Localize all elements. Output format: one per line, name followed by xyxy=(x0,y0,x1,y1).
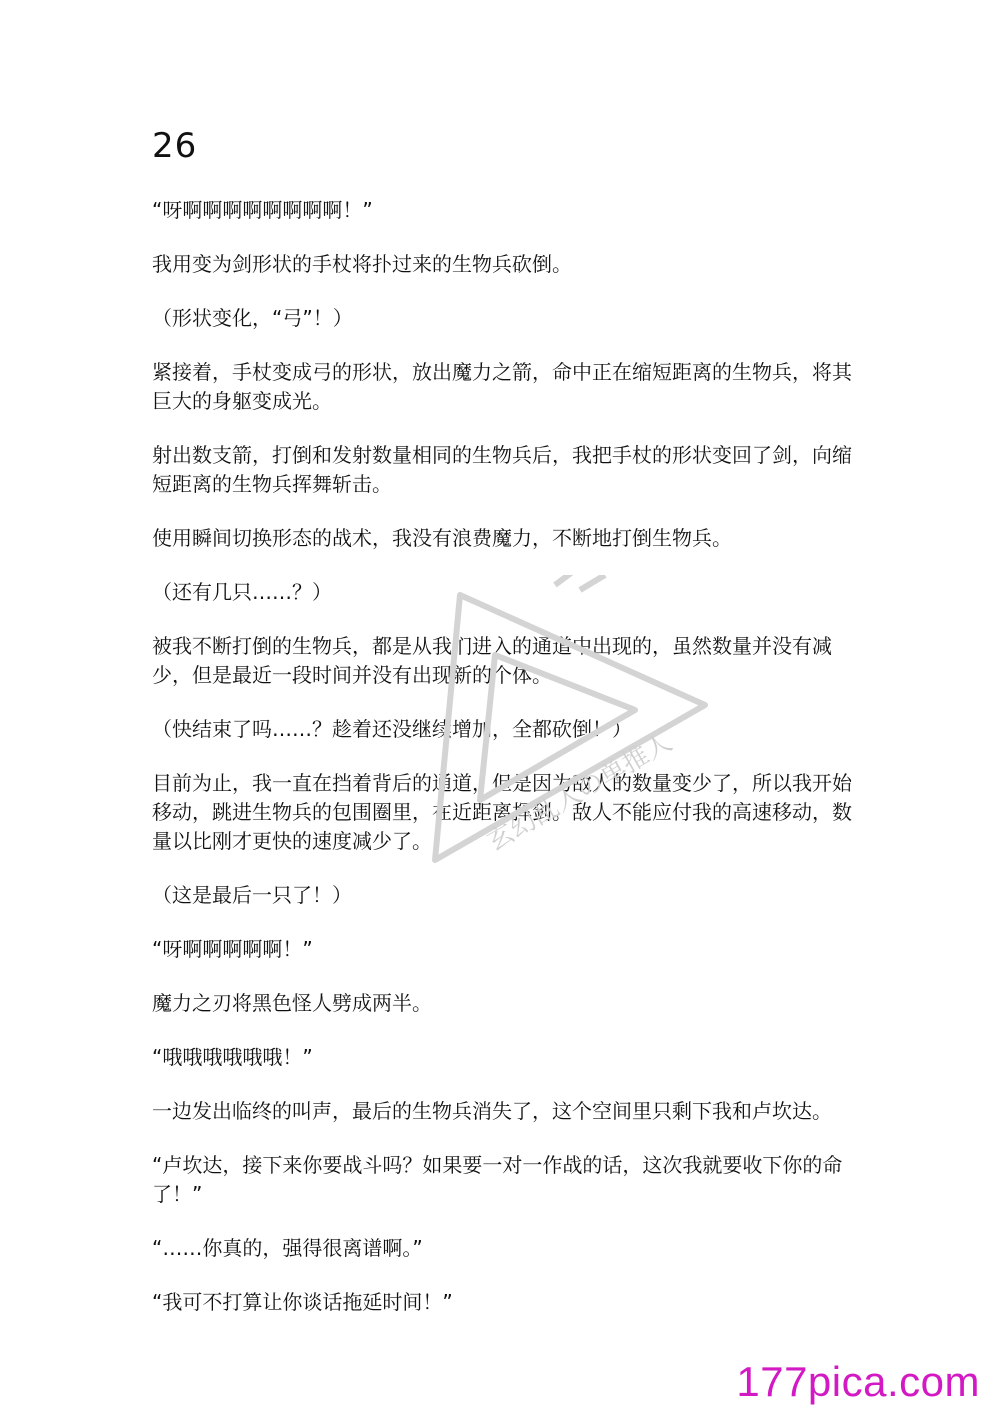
paragraph-11: （这是最后一只了！） xyxy=(152,883,352,907)
paragraph-17: “……你真的，强得很离谱啊。” xyxy=(152,1236,423,1260)
paragraph-14: “哦哦哦哦哦哦！” xyxy=(152,1045,313,1069)
paragraph-4: 紧接着，手杖变成弓的形状，放出魔力之箭，命中正在缩短距离的生物兵，将其巨大的身躯变成光。 xyxy=(152,360,852,413)
paragraph-12: “呀啊啊啊啊啊！” xyxy=(152,937,313,961)
paragraph-8: 被我不断打倒的生物兵，都是从我们进入的通道中出现的，虽然数量并没有减少，但是最近一段时间并没有出现新的个体。 xyxy=(152,634,832,687)
paragraph-18: “我可不打算让你谈话拖延时间！” xyxy=(152,1290,453,1314)
paragraph-2: 我用变为剑形状的手杖将扑过来的生物兵砍倒。 xyxy=(152,252,572,276)
paragraph-15: 一边发出临终的叫声，最后的生物兵消失了，这个空间里只剩下我和卢坎达。 xyxy=(152,1099,832,1123)
page-number: 26 xyxy=(152,126,198,166)
paragraph-6: 使用瞬间切换形态的战术，我没有浪费魔力，不断地打倒生物兵。 xyxy=(152,526,732,550)
site-brand: 177pica.com xyxy=(736,1358,980,1405)
paragraph-9: （快结束了吗……？趁着还没继续增加，全都砍倒！） xyxy=(152,717,632,741)
paragraph-7: （还有几只……？） xyxy=(152,580,332,604)
paragraph-16: “卢坎达，接下来你要战斗吗？如果要一对一作战的话，这次我就要收下你的命了！” xyxy=(152,1153,843,1206)
paragraph-5: 射出数支箭，打倒和发射数量相同的生物兵后，我把手杖的形状变回了剑，向缩短距离的生物兵挥舞斩击。 xyxy=(152,443,852,496)
watermark-text: 玄幻乱入の单推人 xyxy=(482,727,678,858)
paragraph-1: “呀啊啊啊啊啊啊啊啊！” xyxy=(152,198,373,222)
chapter-text xyxy=(152,196,852,1317)
paragraph-13: 魔力之刃将黑色怪人劈成两半。 xyxy=(152,991,432,1015)
paragraph-10: 目前为止，我一直在挡着背后的通道，但是因为敌人的数量变少了，所以我开始移动，跳进生物兵的包围圈里，在近距离挥剑。敌人不能应付我的高速移动，数量以比刚才更快的速度减少了。 xyxy=(152,771,852,853)
paragraph-3: （形状变化，“弓”！） xyxy=(152,306,353,330)
